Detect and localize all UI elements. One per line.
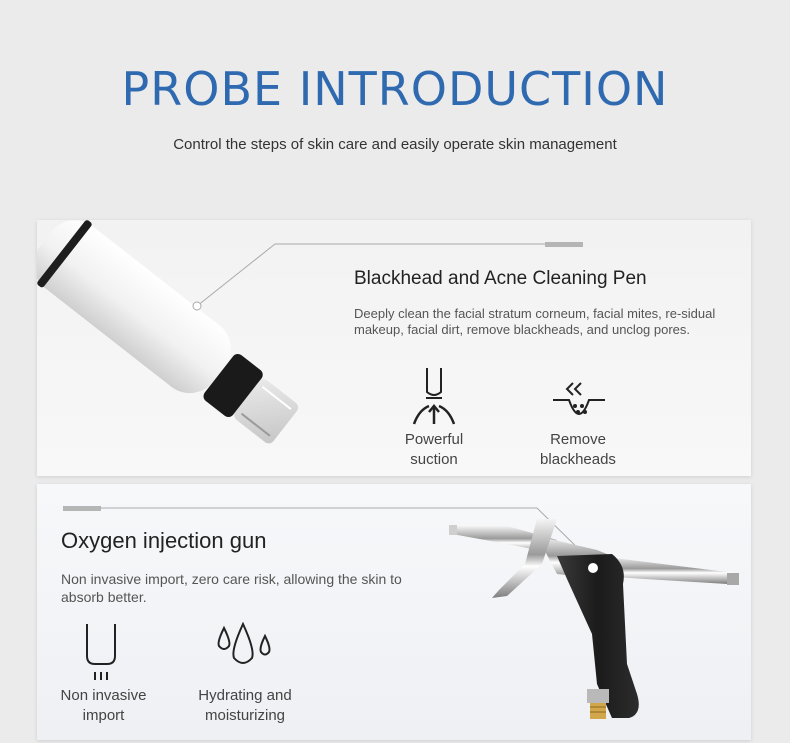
- feature-label: Remove blackheads: [540, 431, 616, 468]
- product-title: Oxygen injection gun: [61, 528, 267, 553]
- suction-icon: [409, 366, 459, 428]
- non-invasive-icon: [81, 622, 121, 684]
- page-title: PROBE INTRODUCTION: [121, 62, 669, 116]
- product-title: Blackhead and Acne Cleaning Pen: [354, 268, 647, 289]
- product-description: Deeply clean the facial stratum corneum, facial mites, re-sidual makeup, facial dirt, remove blackheads, and unclog pores.: [354, 306, 716, 337]
- oxygen-gun-card: [37, 484, 751, 740]
- page-subtitle: Control the steps of skin care and easily operate skin management: [173, 136, 617, 153]
- water-drops-icon: [215, 622, 275, 670]
- cleaning-pen-card: [37, 220, 751, 476]
- feature-label: Powerful suction: [404, 431, 464, 468]
- blackhead-removal-icon: [551, 380, 607, 430]
- product-description: Non invasive import, zero care risk, allowing the skin to absorb better.: [61, 571, 402, 605]
- feature-label: Hydrating and moisturizing: [198, 687, 292, 724]
- feature-label: Non invasive import: [60, 687, 147, 724]
